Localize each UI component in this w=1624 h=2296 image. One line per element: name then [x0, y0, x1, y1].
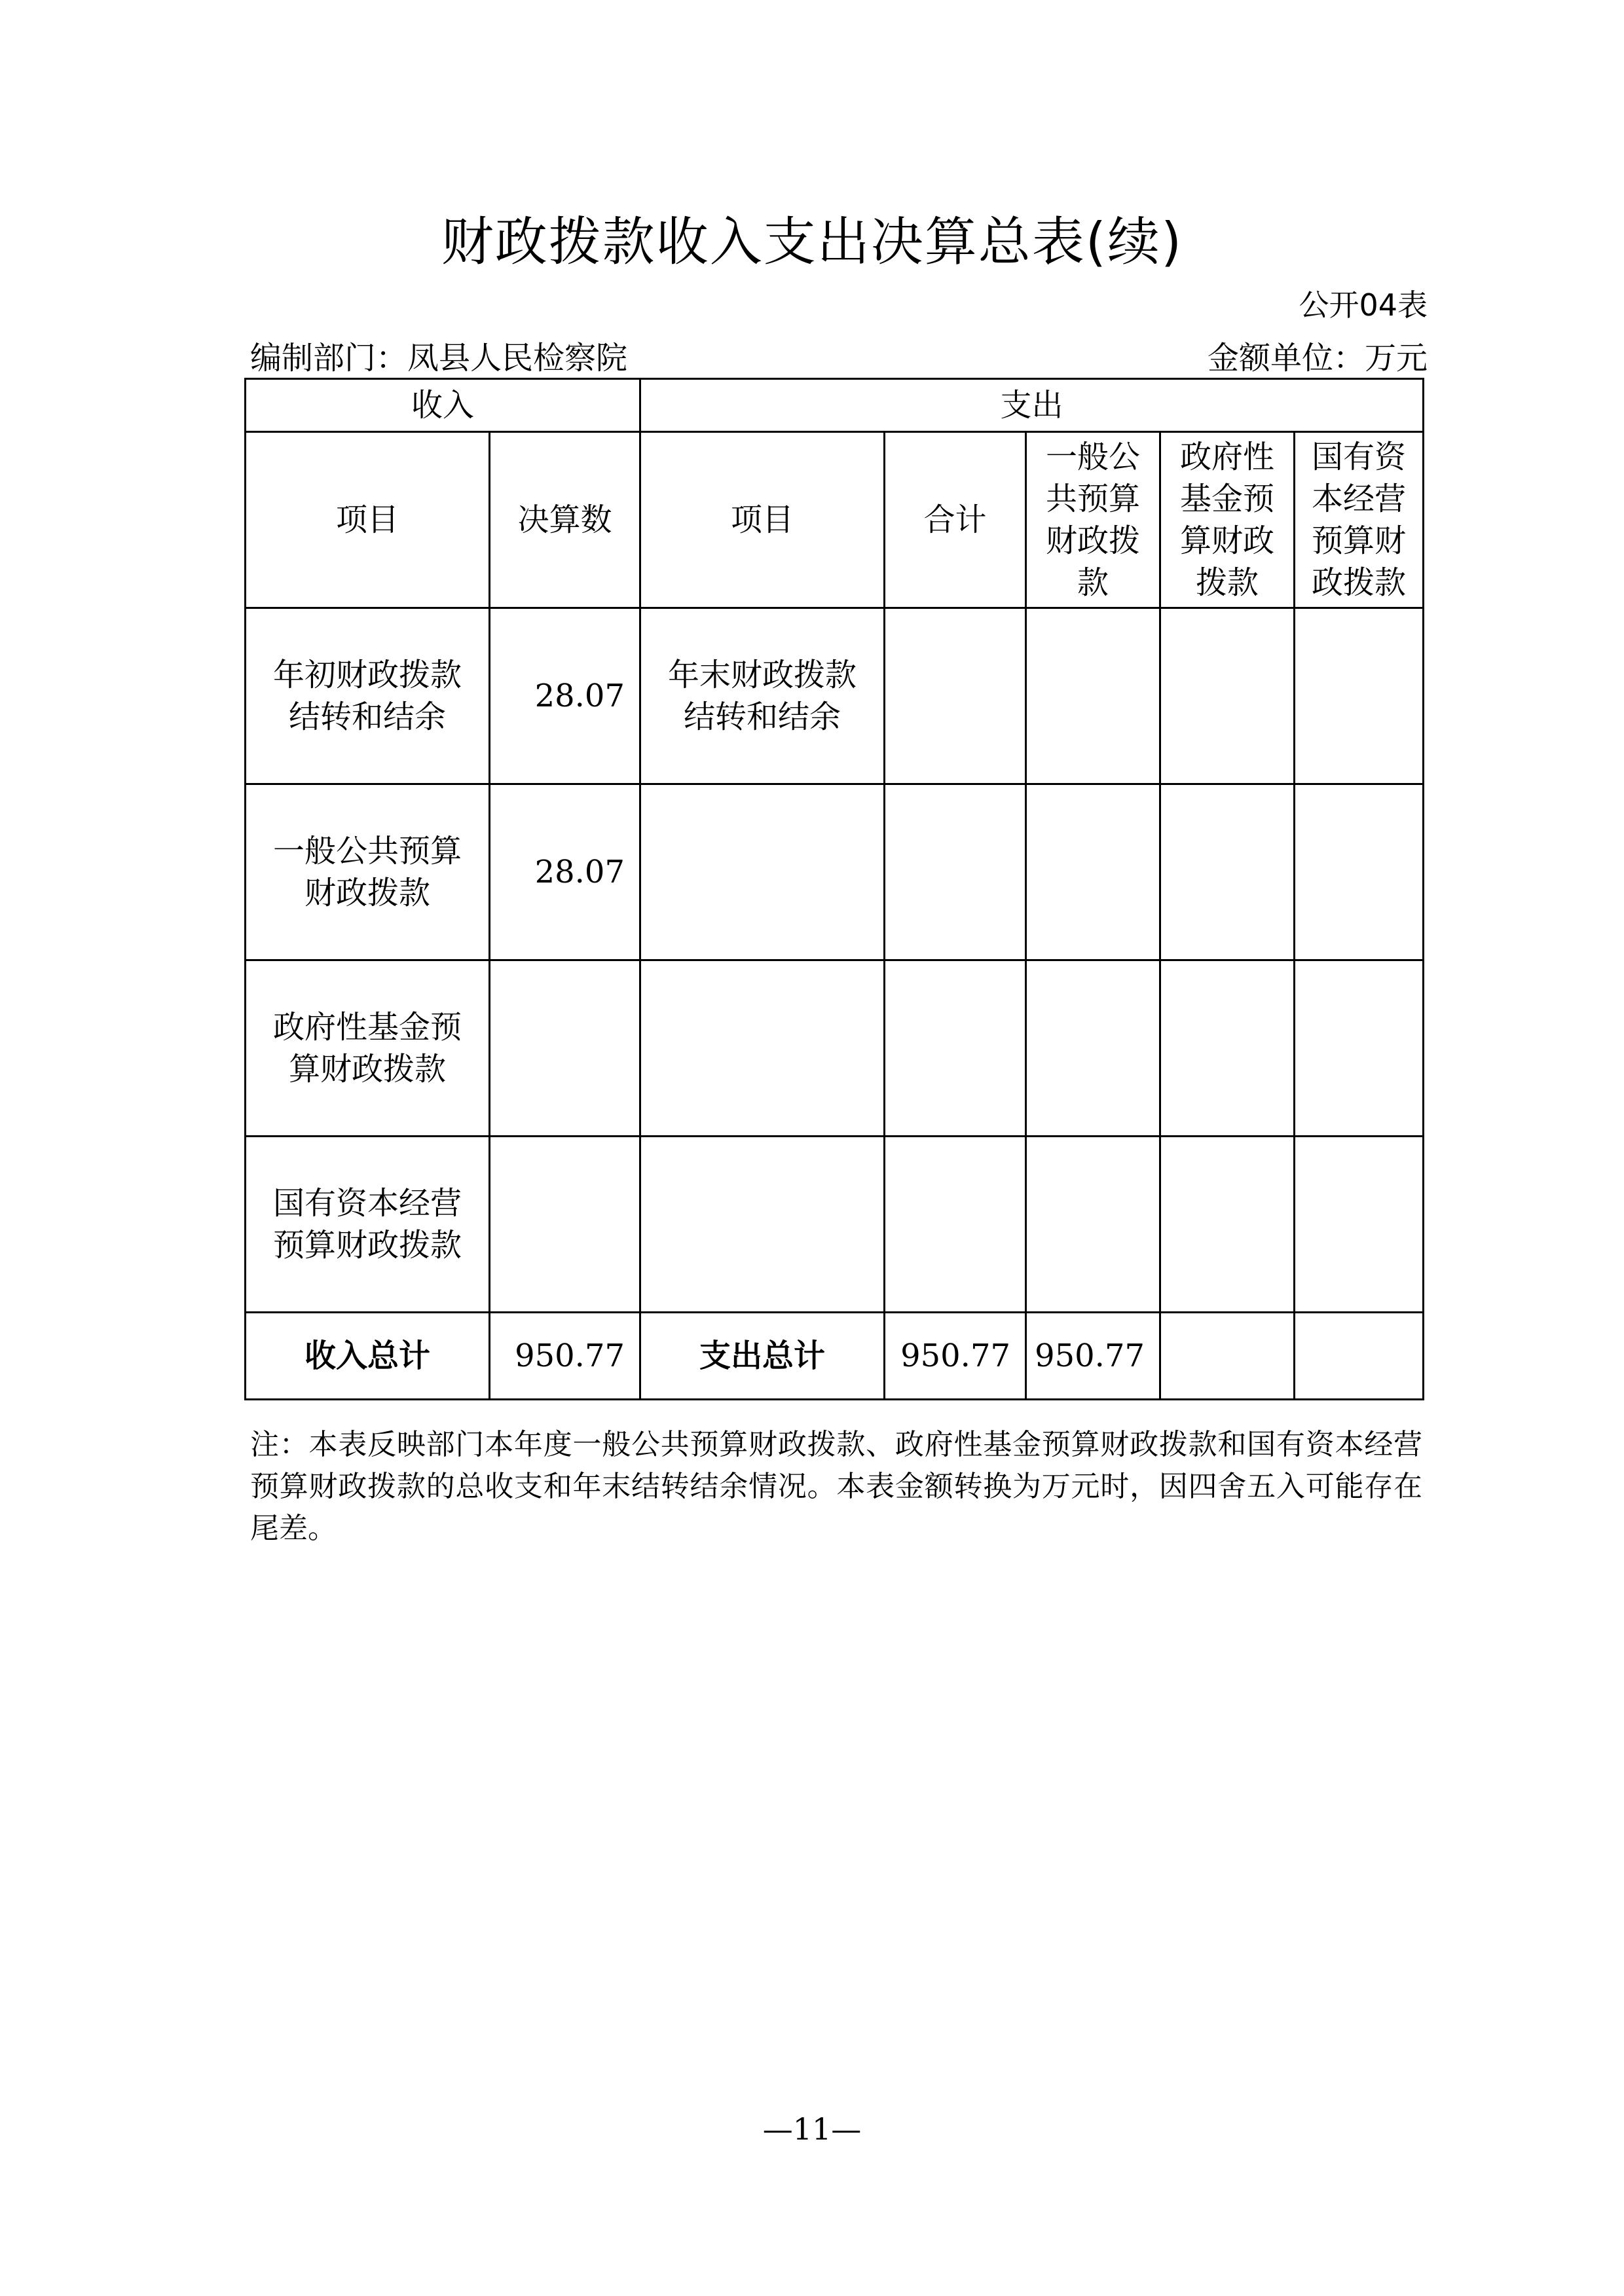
- income-item-header: 项目: [246, 432, 490, 608]
- table-row: [246, 784, 1424, 960]
- expense-general-header: 一般公共预算财政拨款: [1026, 432, 1160, 608]
- expense-total-cell: [885, 608, 1026, 784]
- expense-capital-header: 国有资本经营预算财政拨款: [1295, 432, 1424, 608]
- expense-general-cell: [1026, 784, 1160, 960]
- expense-total-cell: [885, 960, 1026, 1137]
- income-item-cell: 年初财政拨款结转和结余: [246, 608, 490, 784]
- expense-capital-cell: [1295, 784, 1424, 960]
- expense-general-total: 950.77: [1026, 1313, 1160, 1400]
- expense-total-amount: 950.77: [885, 1313, 1026, 1400]
- expense-item-cell: 年末财政拨款结转和结余: [640, 608, 885, 784]
- amount-unit: 金额单位：万元: [1207, 340, 1428, 376]
- income-group-header: 收入: [246, 379, 640, 432]
- income-amount-cell: 28.07: [490, 784, 640, 960]
- expense-capital-cell: [1295, 1137, 1424, 1313]
- expense-total-header: 合计: [885, 432, 1026, 608]
- table-row: [246, 1137, 1424, 1313]
- table-note: 注：本表反映部门本年度一般公共预算财政拨款、政府性基金预算财政拨款和国有资本经营预算财政拨款的总收支和年末结转结余情况。本表金额转换为万元时，因四舍五入可能存在尾差。: [250, 1428, 1422, 1545]
- table-code: 公开04表: [1299, 287, 1428, 323]
- expense-general-cell: [1026, 1137, 1160, 1313]
- income-amount-cell: [490, 960, 640, 1137]
- fiscal-summary-table: [244, 378, 1424, 1400]
- income-item-cell: 国有资本经营预算财政拨款: [246, 1137, 490, 1313]
- expense-item-cell: [640, 960, 885, 1137]
- column-header-row: [246, 432, 1424, 608]
- expense-group-header: 支出: [640, 379, 1424, 432]
- income-item-cell: 一般公共预算财政拨款: [246, 784, 490, 960]
- income-amount-cell: [490, 1137, 640, 1313]
- expense-fund-cell: [1160, 960, 1295, 1137]
- expense-item-cell: [640, 1137, 885, 1313]
- expense-total-cell: [885, 1137, 1026, 1313]
- table-row: [246, 960, 1424, 1137]
- expense-fund-header: 政府性基金预算财政拨款: [1160, 432, 1295, 608]
- expense-total-label: 支出总计: [640, 1313, 885, 1400]
- expense-fund-cell: [1160, 784, 1295, 960]
- expense-item-cell: [640, 784, 885, 960]
- income-total-label: 收入总计: [246, 1313, 490, 1400]
- page-number: —11—: [762, 2111, 862, 2147]
- group-header-row: [246, 379, 1424, 432]
- income-amount-cell: 28.07: [490, 608, 640, 784]
- income-amount-header: 决算数: [490, 432, 640, 608]
- page-title: 财政拨款收入支出决算总表(续): [441, 211, 1183, 272]
- expense-fund-cell: [1160, 1137, 1295, 1313]
- table-row: [246, 608, 1424, 784]
- expense-general-cell: [1026, 608, 1160, 784]
- compiling-department: 编制部门：凤县人民检察院: [250, 340, 628, 376]
- income-total-amount: 950.77: [490, 1313, 640, 1400]
- expense-fund-cell: [1160, 608, 1295, 784]
- expense-total-cell: [885, 784, 1026, 960]
- expense-capital-total: [1295, 1313, 1424, 1400]
- expense-capital-cell: [1295, 960, 1424, 1137]
- expense-capital-cell: [1295, 608, 1424, 784]
- total-row: [246, 1313, 1424, 1400]
- expense-item-header: 项目: [640, 432, 885, 608]
- expense-fund-total: [1160, 1313, 1295, 1400]
- expense-general-cell: [1026, 960, 1160, 1137]
- income-item-cell: 政府性基金预算财政拨款: [246, 960, 490, 1137]
